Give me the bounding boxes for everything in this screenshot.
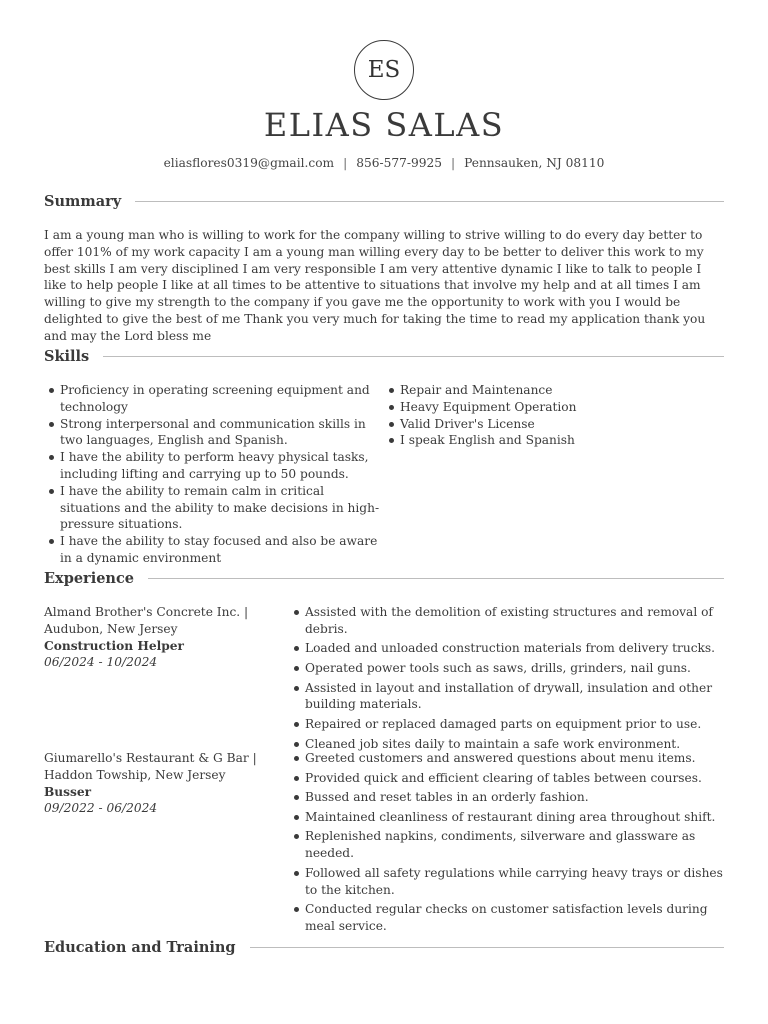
job-employer: Giumarello's Restaurant & G Bar | Haddon Towship, New Jersey: [44, 751, 257, 782]
location-text: Pennsauken, NJ 08110: [464, 156, 605, 170]
section-divider: [148, 578, 724, 579]
section-divider: [250, 947, 724, 948]
job-bullet: Assisted with the demolition of existing structures and removal of debris.: [289, 604, 724, 638]
skills-heading: [44, 348, 724, 365]
skill-item: I have the ability to remain calm in critical situations and the ability to make decisions in high-pressure situations.: [44, 483, 384, 533]
job-bullet: Bussed and reset tables in an orderly fashion.: [289, 789, 724, 806]
job-meta: [44, 750, 289, 817]
job-bullet: Loaded and unloaded construction materials from delivery trucks.: [289, 640, 724, 657]
job-bullet-list: [289, 604, 724, 755]
job-bullet-list: [289, 750, 724, 938]
skill-item: I speak English and Spanish: [384, 432, 724, 449]
skill-item: Heavy Equipment Operation: [384, 399, 724, 416]
job-bullet: Assisted in layout and installation of drywall, insulation and other building materials.: [289, 680, 724, 714]
section-divider: [135, 201, 724, 202]
monogram-badge: ES: [354, 40, 414, 100]
contact-separator: |: [450, 156, 456, 170]
skills-heading-text: Skills: [44, 348, 90, 365]
skill-item: I have the ability to perform heavy physical tasks, including lifting and carrying up to 50 pounds.: [44, 449, 384, 483]
phone-text: 856-577-9925: [356, 156, 442, 170]
job-employer: Almand Brother's Concrete Inc. | Audubon, New Jersey: [44, 605, 249, 636]
skill-item: I have the ability to stay focused and also be aware in a dynamic environment: [44, 533, 384, 567]
contact-line: [44, 156, 724, 170]
skills-list-left: [44, 382, 384, 567]
contact-separator: |: [343, 156, 348, 170]
skills-list-right: [384, 382, 724, 449]
education-heading: [44, 939, 724, 956]
job-bullet: Replenished napkins, condiments, silverware and glassware as needed.: [289, 828, 724, 862]
job-meta: [44, 604, 289, 671]
skill-item: Strong interpersonal and communication skills in two languages, English and Spanish.: [44, 416, 384, 450]
experience-heading-text: Experience: [44, 570, 135, 587]
skill-item: Proficiency in operating screening equipment and technology: [44, 382, 384, 416]
job-bullet: Operated power tools such as saws, drills, grinders, nail guns.: [289, 660, 724, 677]
job-title: Busser: [44, 784, 92, 799]
candidate-name: ELIAS SALAS: [263, 106, 505, 144]
job-dates: 06/2024 - 10/2024: [44, 655, 158, 670]
job-bullet: Repaired or replaced damaged parts on equipment prior to use.: [289, 716, 724, 733]
job-bullet: Provided quick and efficient clearing of tables between courses.: [289, 770, 724, 787]
section-divider: [103, 356, 724, 357]
education-heading-text: Education and Training: [44, 939, 236, 956]
summary-heading: [44, 193, 724, 210]
summary-text: I am a young man who is willing to work for the company willing to strive willing to do every day better to offer 101% of my work capacity I am a young man willing every day to be better to deliver this work to my best skills I am very disciplined I am very responsible I am very attentive dynamic I like to talk to people I like to help people I like at all times to be attentive to situations that involve my help and at all times I am willing to give my strength to the company if you gave me the opportunity to work with you I would be delighted to give the best of me Thank you very much for taking the time to read my application thank you and may the Lord bless me: [44, 228, 706, 343]
job-dates: 09/2022 - 06/2024: [44, 801, 158, 816]
job-bullet: Maintained cleanliness of restaurant dining area throughout shift.: [289, 809, 724, 826]
job-bullet: Greeted customers and answered questions about menu items.: [289, 750, 724, 767]
experience-heading: [44, 570, 724, 587]
job-bullet: Followed all safety regulations while carrying heavy trays or dishes to the kitchen.: [289, 865, 724, 899]
skill-item: Repair and Maintenance: [384, 382, 724, 399]
email-text: eliasflores0319@gmail.com: [163, 156, 335, 170]
job-bullet: Conducted regular checks on customer satisfaction levels during meal service.: [289, 901, 724, 935]
skill-item: Valid Driver's License: [384, 416, 724, 433]
job-title: Construction Helper: [44, 638, 184, 653]
job-bullet: Cleaned job sites daily to maintain a safe work environment.: [289, 736, 724, 753]
summary-heading-text: Summary: [44, 193, 122, 210]
